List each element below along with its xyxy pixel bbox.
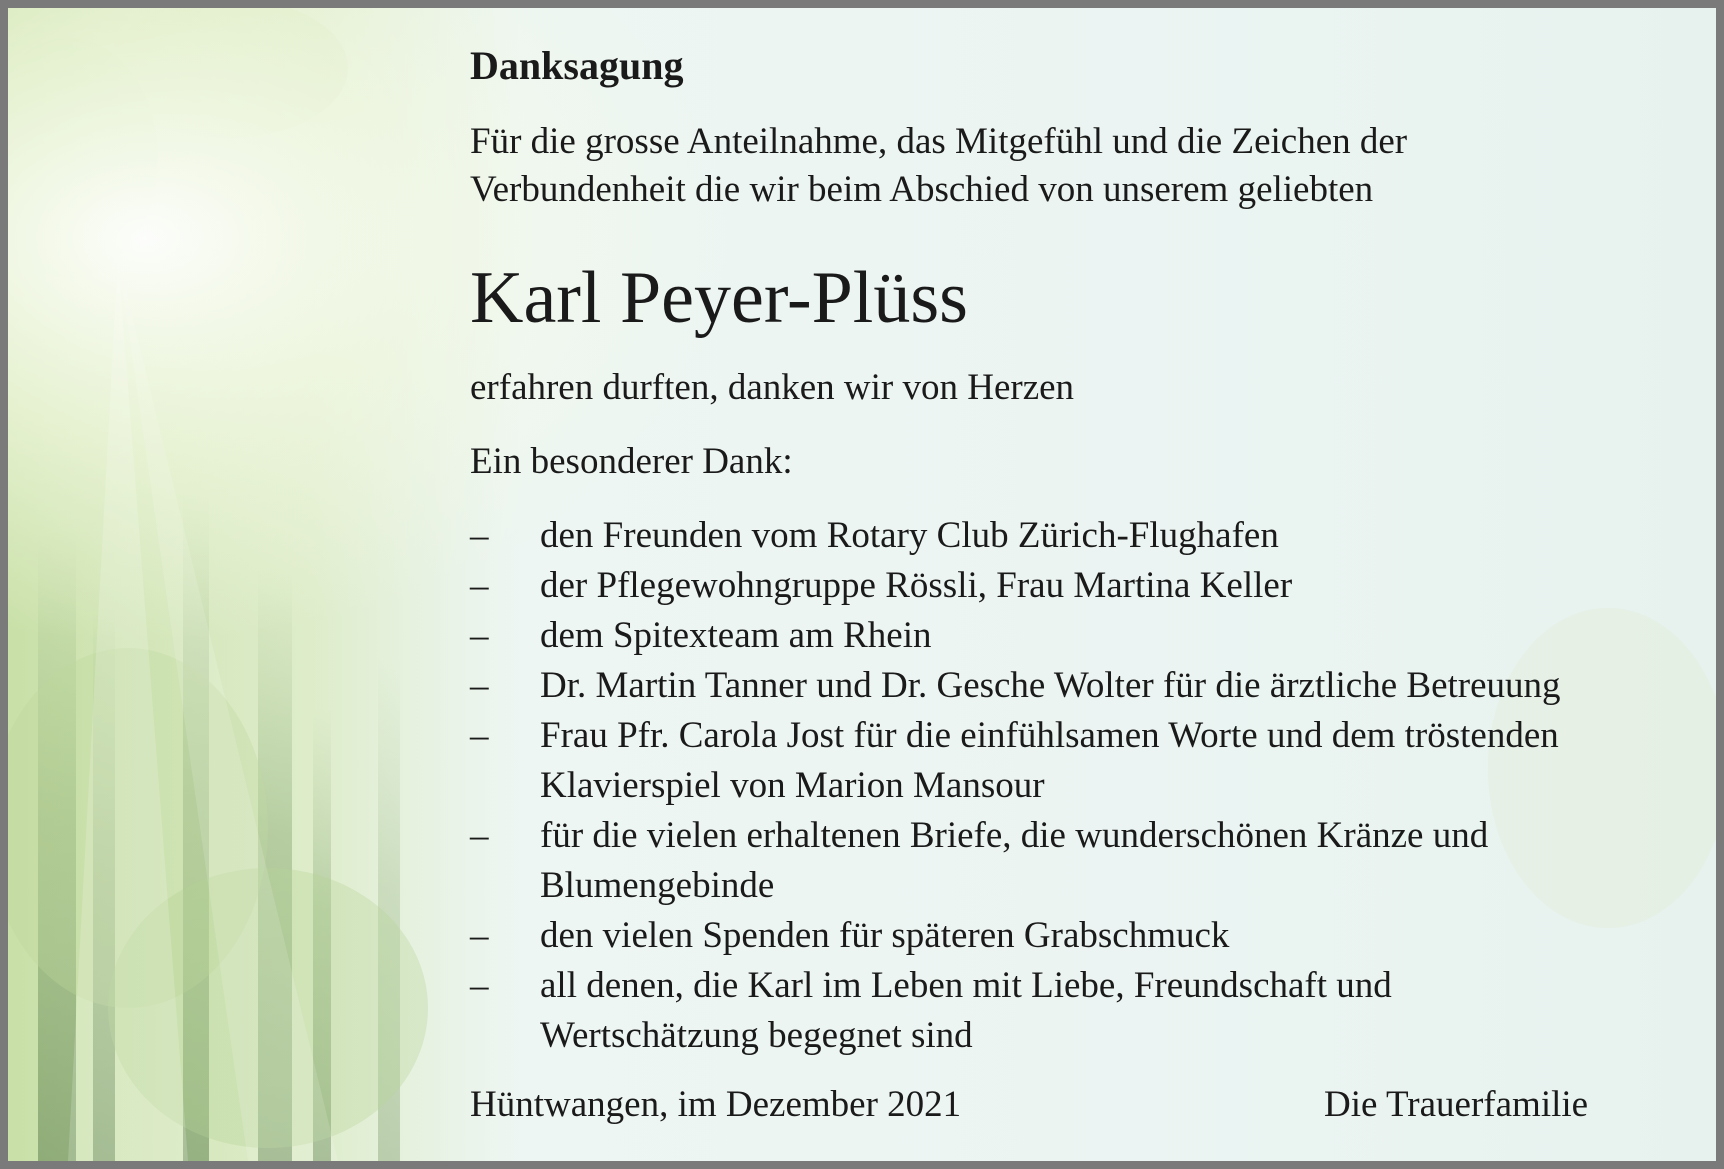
list-item [470,511,1690,561]
intro-line: Für die grosse Anteilnahme, das Mitgefühl und die Zeichen der [470,121,1408,162]
place-and-date: Hüntwangen, im Dezember 2021 [470,1084,962,1125]
list-item-text: Blumengebinde [540,865,775,906]
list-item-text: Frau Pfr. Carola Jost für die einfühlsamen Worte und dem tröstenden [540,715,1559,756]
bullet-dash: – [470,615,489,656]
special-thanks-label: Ein besonderer Dank: [470,441,793,482]
signature: Die Trauerfamilie [1324,1084,1589,1125]
list-item [470,811,1690,911]
list-item-text: Dr. Martin Tanner und Dr. Gesche Wolter für die ärztliche Betreuung [540,665,1561,706]
bullet-dash: – [470,565,489,606]
list-item [470,661,1690,711]
list-item [470,711,1690,811]
obituary-card [8,8,1716,1161]
list-item [470,911,1690,961]
list-item [470,961,1690,1061]
list-item-text: dem Spitexteam am Rhein [540,615,932,656]
bullet-dash: – [470,915,489,956]
list-item-text: für die vielen erhaltenen Briefe, die wunderschönen Kränze und [540,815,1489,856]
thanks-list [470,511,1690,1061]
intro-line: Verbundenheit die wir beim Abschied von unserem geliebten [470,169,1374,210]
list-item [470,611,1690,661]
list-item-text: den Freunden vom Rotary Club Zürich-Flughafen [540,515,1279,556]
intro-paragraph [470,118,1570,214]
bullet-dash: – [470,665,489,706]
list-item-text: den vielen Spenden für späteren Grabschmuck [540,915,1230,956]
bullet-dash: – [470,965,489,1006]
list-item [470,561,1690,611]
list-item-text: Klavierspiel von Marion Mansour [540,765,1045,806]
bullet-dash: – [470,515,489,556]
list-item-text: der Pflegewohngruppe Rössli, Frau Martina Keller [540,565,1293,606]
list-item-text: Wertschätzung begegnet sind [540,1015,973,1056]
list-item-text: all denen, die Karl im Leben mit Liebe, Freundschaft und [540,965,1392,1006]
deceased-name: Karl Peyer-Plüss [470,257,968,339]
bullet-dash: – [470,715,489,756]
heading: Danksagung [470,43,684,88]
bullet-dash: – [470,815,489,856]
thanks-sentence: erfahren durften, danken wir von Herzen [470,367,1075,408]
